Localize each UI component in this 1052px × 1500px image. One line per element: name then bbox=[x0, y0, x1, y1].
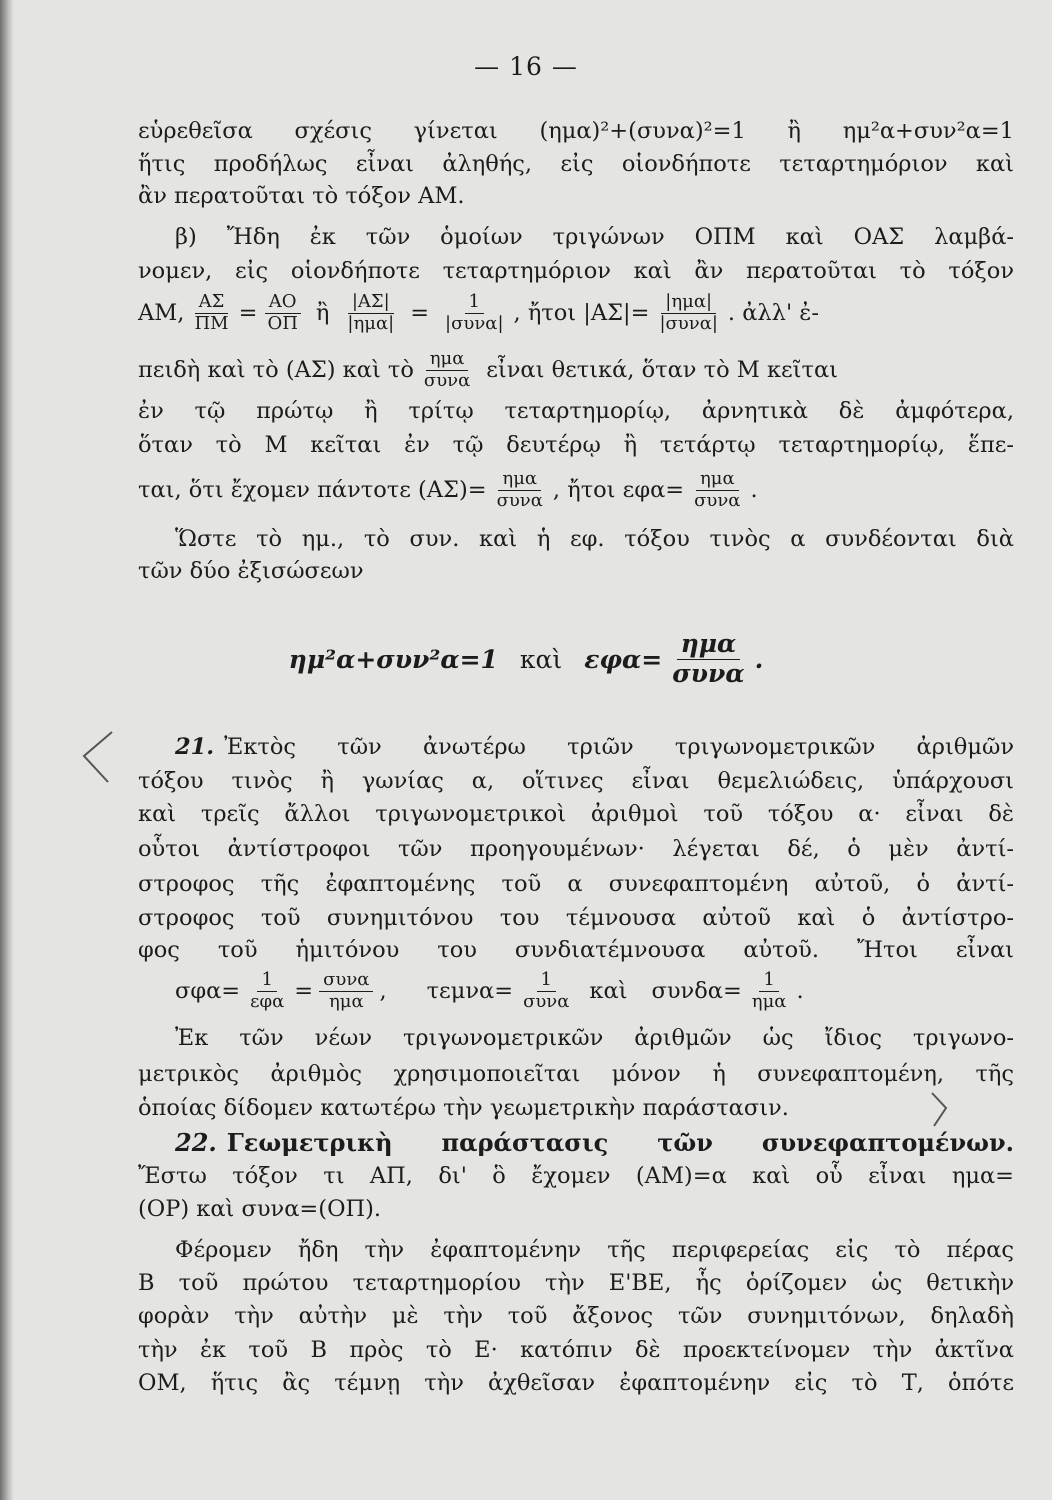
text-fragment: συνδα= bbox=[651, 978, 742, 1004]
fraction-numerator: ΑΣ bbox=[195, 292, 229, 314]
text-line: μετρικὸς ἀριθμὸς χρησιμοποιεῖται μόνον ἡ συνεφαπτομένη, τῆς bbox=[138, 1061, 1014, 1087]
text-line: Β τοῦ πρώτου τεταρτημορίου τὴν Ε'ΒΕ, ἧς ὁρίζομεν ὡς θετικὴν bbox=[138, 1270, 1014, 1296]
text-fragment: εἶναι θετικά, ὅταν τὸ Μ κεῖται bbox=[486, 357, 838, 383]
text-line: τόξου τινὸς ἢ γωνίας α, οἵτινες εἶναι θεμελιώδεις, ὑπάρχουσι bbox=[138, 768, 1014, 794]
fraction bbox=[441, 292, 507, 334]
fraction-numerator: ημα bbox=[696, 469, 739, 491]
fraction bbox=[493, 469, 547, 511]
fraction-numerator: ΑΟ bbox=[265, 292, 301, 314]
text-line: ὁποίας δίδομεν κατωτέρω τὴν γεωμετρικὴν παράστασιν. bbox=[138, 1095, 789, 1121]
text-line: στροφος τοῦ συνημιτόνου του τέμνουσα αὐτοῦ καὶ ὁ ἀντίστρο- bbox=[138, 905, 1014, 931]
text-line: τὴν ἐκ τοῦ Β πρὸς τὸ Ε· κατόπιν δὲ προεκτείνομεν τὴν ἀκτῖνα bbox=[138, 1337, 1014, 1363]
section-21-first-line bbox=[175, 734, 1014, 760]
text-line: ἥτις προδήλως εἶναι ἀληθής, εἰς οἱονδήποτε τεταρτημόριον καὶ bbox=[138, 151, 1014, 177]
equals-sign: = bbox=[294, 978, 314, 1004]
text-line: ἂν περατοῦται τὸ τόξον ΑΜ. bbox=[138, 183, 465, 209]
page-number: — 16 — bbox=[474, 52, 578, 81]
text-fragment: . bbox=[796, 978, 804, 1004]
fraction bbox=[343, 292, 398, 334]
text-line: Φέρομεν ἤδη τὴν ἐφαπτομένην τῆς περιφερείας εἰς τὸ πέρας bbox=[175, 1237, 1014, 1263]
text-line: ΟΜ, ἥτις ἂς τέμνῃ τὴν ἀχθεῖσαν ἐφαπτομένην εἰς τὸ Τ, ὁπότε bbox=[138, 1370, 1014, 1396]
formula-tangent: εφα= bbox=[584, 644, 663, 674]
formula-conjunction: καὶ bbox=[519, 644, 563, 674]
fraction-numerator: 1 bbox=[537, 970, 556, 992]
fraction-denominator: συνα bbox=[694, 489, 741, 511]
fraction-denominator: ΠΜ bbox=[194, 312, 229, 334]
text-line: ἐν τῷ πρώτῳ ἢ τρίτῳ τεταρτημορίῳ, ἀρνητικὰ δὲ ἀμφότερα, bbox=[138, 398, 1014, 424]
fraction bbox=[655, 292, 721, 334]
equation-line bbox=[138, 342, 1018, 398]
fraction-numerator: |ΑΣ| bbox=[348, 292, 394, 314]
text-fragment: . bbox=[754, 644, 764, 674]
fraction bbox=[246, 970, 288, 1012]
text-line: φορὰν τὴν αὐτὴν μὲ τὴν τοῦ ἄξονος τῶν συνημιτόνων, δηλαδὴ bbox=[138, 1303, 1014, 1329]
fraction-numerator: 1 bbox=[257, 970, 276, 992]
fraction bbox=[668, 630, 748, 689]
fraction-numerator: ημα bbox=[426, 349, 469, 371]
fraction-numerator: συνα bbox=[319, 970, 373, 992]
text-fragment: πειδὴ καὶ τὸ (ΑΣ) καὶ τὸ bbox=[138, 357, 414, 383]
text-line: β) Ἤδη ἐκ τῶν ὁμοίων τριγώνων ΟΠΜ καὶ ΟΑΣ λαμβά- bbox=[175, 224, 1014, 250]
section-22-heading bbox=[175, 1128, 1014, 1157]
section-number: 21. bbox=[175, 734, 215, 760]
text-line: νομεν, εἰς οἱονδήποτε τεταρτημόριον καὶ ἂν περατοῦται τὸ τόξον bbox=[138, 258, 1014, 284]
text-line: Ὥστε τὸ ημ., τὸ συν. καὶ ἡ εφ. τόξου τινὸς α συνδέονται διὰ bbox=[175, 526, 1014, 552]
fraction-denominator: συνα bbox=[672, 658, 745, 688]
fraction bbox=[263, 292, 301, 334]
equation-line bbox=[138, 284, 1018, 342]
fraction bbox=[690, 469, 744, 511]
equals-sign: = bbox=[410, 300, 430, 326]
fraction-denominator: ημα bbox=[751, 990, 787, 1012]
fraction-denominator: |συνα| bbox=[445, 312, 504, 334]
display-formula bbox=[0, 630, 1052, 689]
text-line: (ΟΡ) καὶ συνα=(ΟΠ). bbox=[138, 1196, 382, 1222]
equation-line bbox=[138, 462, 1018, 518]
fraction-numerator: 1 bbox=[759, 970, 778, 992]
text-fragment: σφα= bbox=[175, 978, 241, 1004]
fraction bbox=[420, 349, 474, 391]
formula-identity: ημ²α+συν²α=1 bbox=[288, 644, 498, 674]
text-fragment: , bbox=[379, 978, 387, 1004]
fraction-denominator: ημα bbox=[328, 990, 364, 1012]
text-fragment: καὶ bbox=[589, 978, 628, 1004]
text-fragment: , ἤτοι εφα= bbox=[552, 477, 685, 503]
fraction-denominator: εφα bbox=[250, 990, 285, 1012]
fraction-numerator: 1 bbox=[465, 292, 484, 314]
fraction bbox=[190, 292, 232, 334]
text-fragment: ἢ bbox=[315, 300, 330, 326]
text-line: ὅταν τὸ Μ κεῖται ἐν τῷ δευτέρῳ ἢ τετάρτῳ τεταρτημορίῳ, ἕπε- bbox=[138, 432, 1014, 458]
text-fragment: . bbox=[750, 477, 758, 503]
page-binding-edge bbox=[0, 0, 14, 1500]
fraction-denominator: συνα bbox=[523, 990, 570, 1012]
text-fragment: τεμνα= bbox=[426, 978, 514, 1004]
text-fragment: , ἤτοι |ΑΣ|= bbox=[513, 300, 650, 326]
equals-sign: = bbox=[238, 300, 258, 326]
section-title: Γεωμετρικὴ παράστασις τῶν συνεφαπτομένων. bbox=[226, 1128, 1014, 1157]
text-line: οὗτοι ἀντίστροφοι τῶν προηγουμένων· λέγεται δέ, ὁ μὲν ἀντί- bbox=[138, 836, 1014, 862]
text-fragment: Ἐκτὸς τῶν ἀνωτέρω τριῶν τριγωνομετρικῶν ἀριθμῶν bbox=[224, 734, 1014, 760]
fraction-denominator: |συνα| bbox=[659, 312, 718, 334]
fraction bbox=[319, 970, 373, 1012]
text-line: Ἐκ τῶν νέων τριγωνομετρικῶν ἀριθμῶν ὡς ἴδιος τριγωνο- bbox=[175, 1025, 1014, 1051]
fraction-denominator: συνα bbox=[423, 369, 471, 391]
fraction-denominator: |ημα| bbox=[347, 312, 395, 334]
fraction-numerator: ημα bbox=[677, 630, 741, 660]
text-line: εὑρεθεῖσα σχέσις γίνεται (ημα)²+(συνα)²=1 ἢ ημ²α+συν²α=1 bbox=[138, 118, 1014, 144]
section-number: 22. bbox=[175, 1128, 217, 1157]
equation-line bbox=[175, 962, 1052, 1020]
margin-angle-mark bbox=[926, 1090, 952, 1130]
fraction bbox=[519, 970, 573, 1012]
margin-angle-mark bbox=[78, 728, 118, 788]
text-line: καὶ τρεῖς ἄλλοι τριγωνομετρικοὶ ἀριθμοὶ τοῦ τόξου α· εἶναι δὲ bbox=[138, 801, 1014, 827]
fraction bbox=[748, 970, 791, 1012]
text-line: στροφος τῆς ἐφαπτομένης τοῦ α συνεφαπτομένη αὐτοῦ, ὁ ἀντί- bbox=[138, 871, 1014, 897]
text-line: τῶν δύο ἐξισώσεων bbox=[138, 558, 364, 584]
fraction-denominator: συνα bbox=[496, 489, 543, 511]
text-fragment: ΑΜ, bbox=[138, 300, 185, 326]
text-fragment: . ἀλλ' ἐ- bbox=[727, 300, 819, 326]
fraction-numerator: ημα bbox=[498, 469, 541, 491]
text-line: Ἔστω τόξον τι ΑΠ, δι' ὃ ἔχομεν (ΑΜ)=α καὶ οὗ εἶναι ημα= bbox=[138, 1163, 1014, 1189]
fraction-denominator: ΟΠ bbox=[267, 312, 298, 334]
fraction-numerator: |ημα| bbox=[661, 292, 716, 314]
text-fragment: ται, ὅτι ἔχομεν πάντοτε (ΑΣ)= bbox=[138, 477, 487, 503]
text-line: φος τοῦ ἡμιτόνου του συνδιατέμνουσα αὐτοῦ. Ἤτοι εἶναι bbox=[138, 937, 1014, 963]
